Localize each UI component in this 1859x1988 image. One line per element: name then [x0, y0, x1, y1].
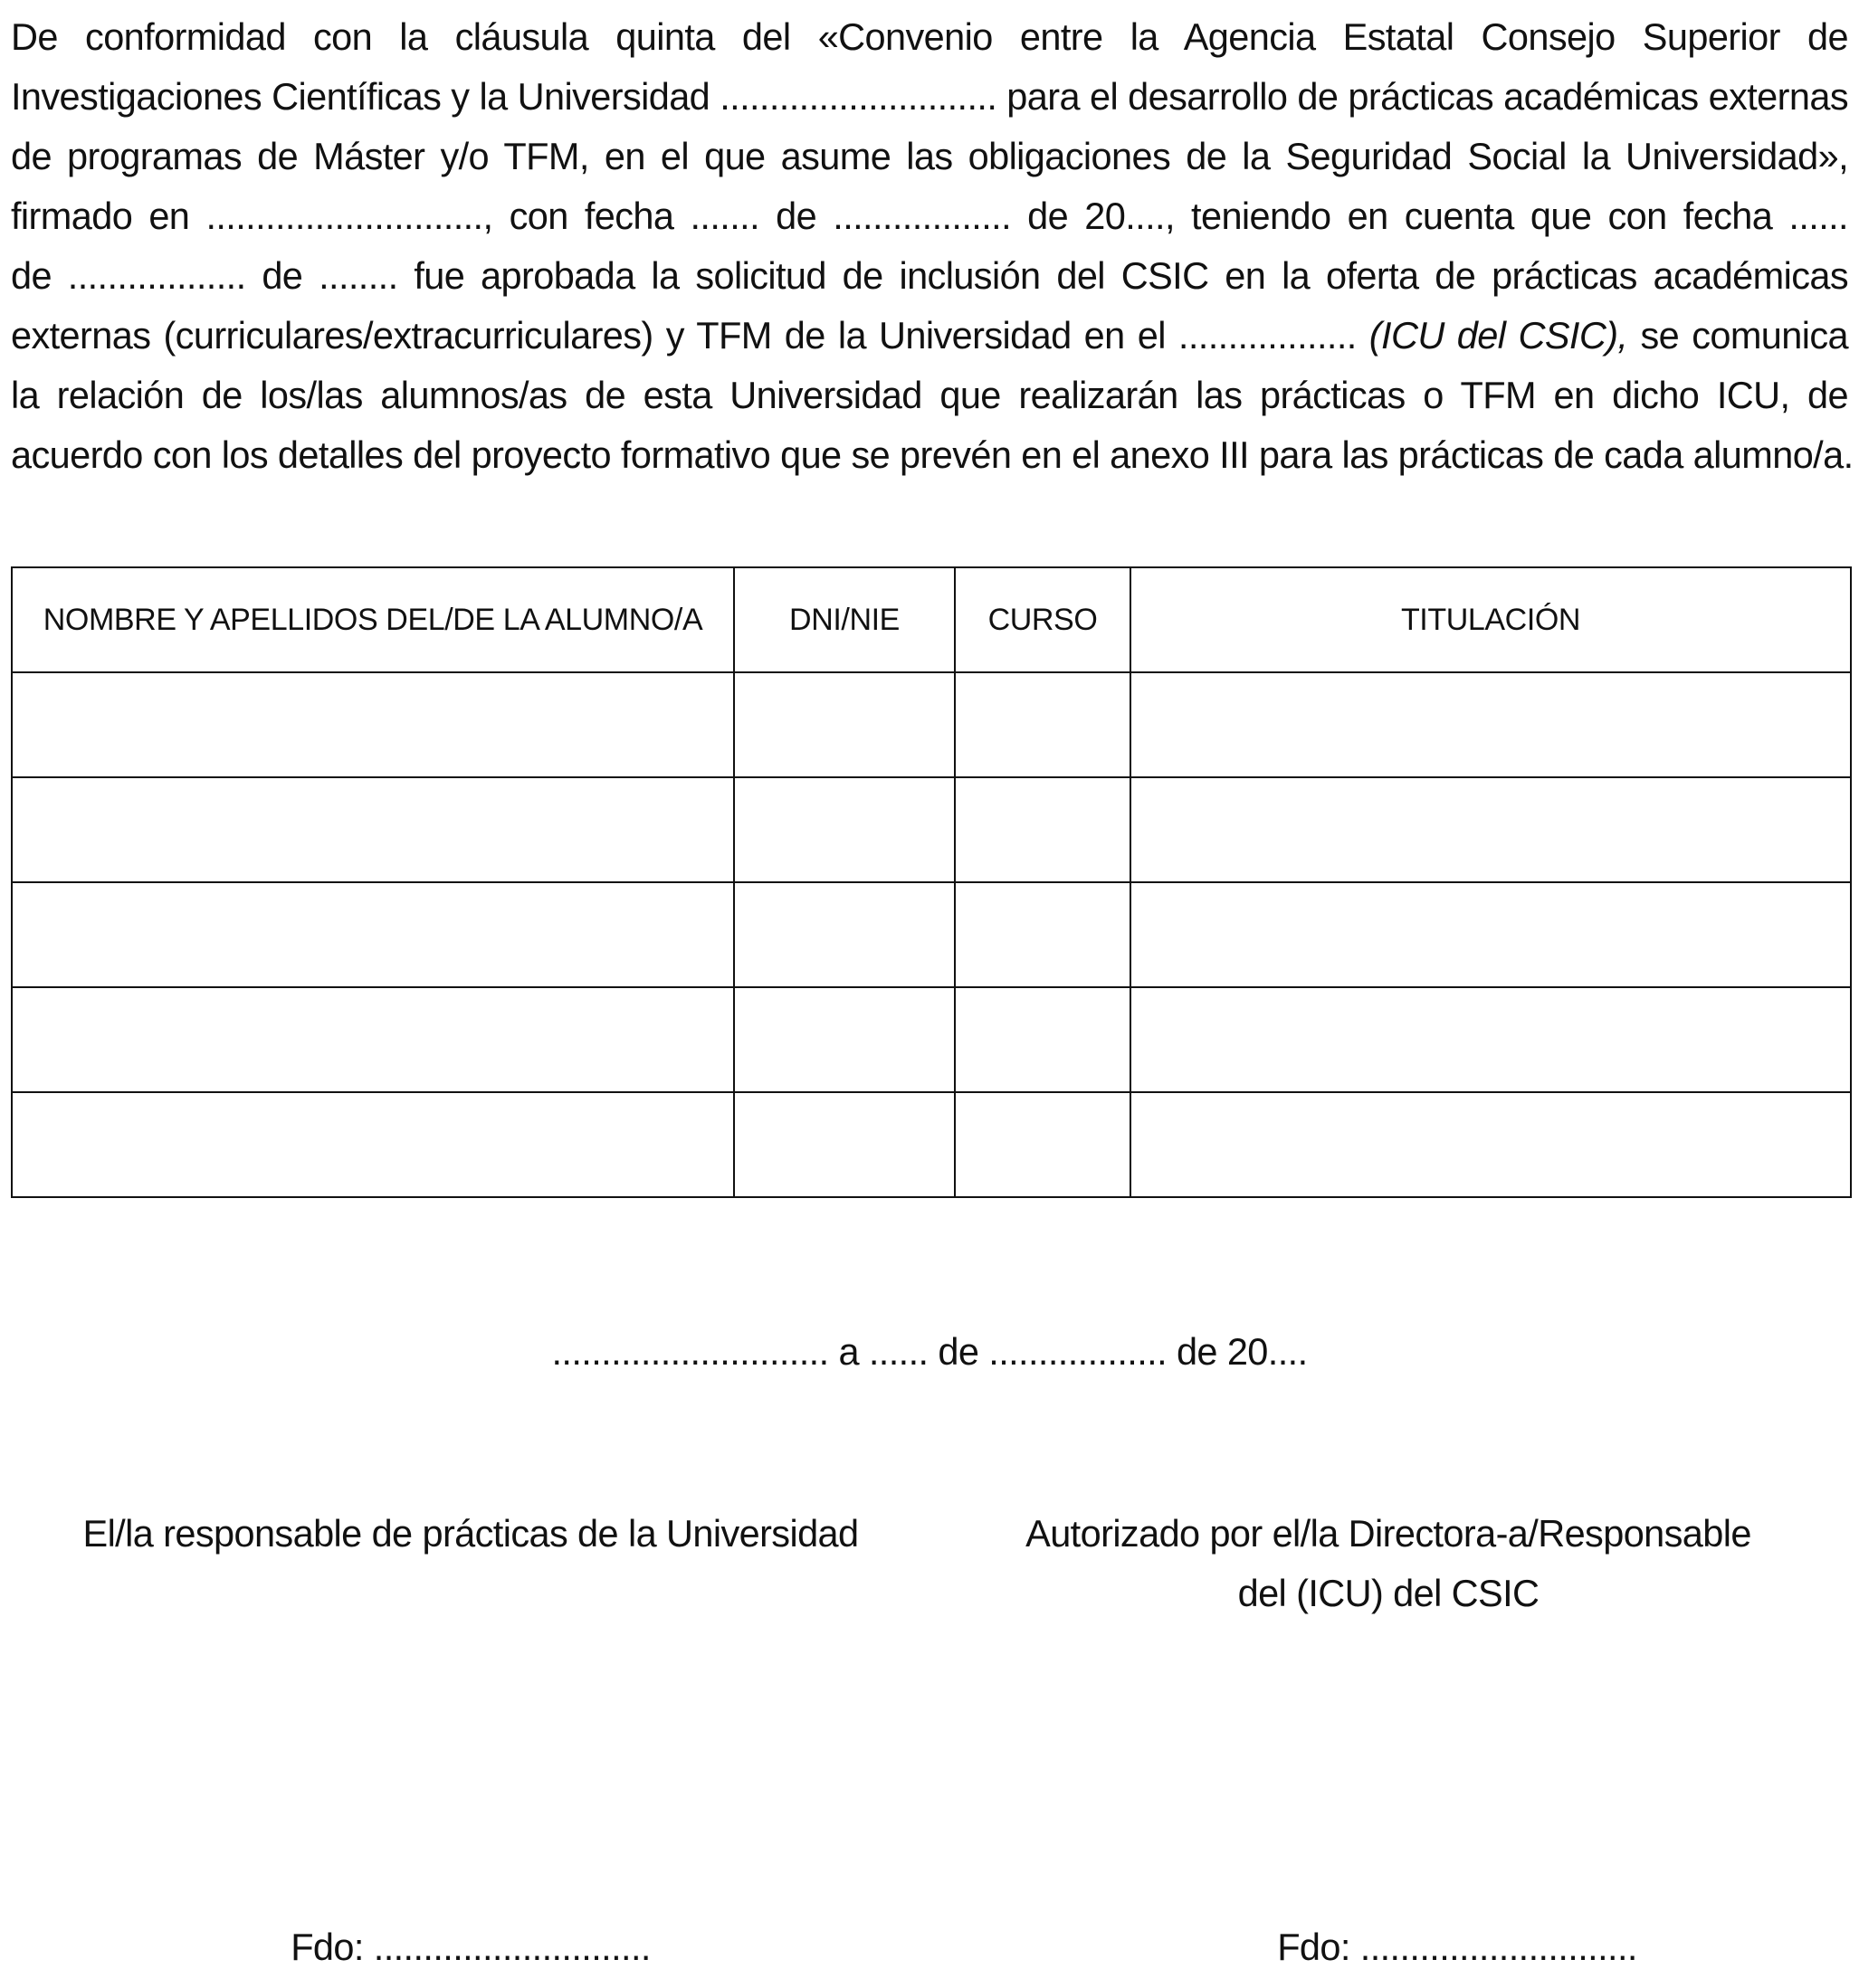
cell-name[interactable] — [12, 1092, 734, 1197]
table-row — [12, 777, 1851, 882]
cell-dni[interactable] — [734, 672, 955, 777]
csic-signature-line: Fdo: ............................ — [1277, 1926, 1637, 1968]
cell-dni[interactable] — [734, 777, 955, 882]
intro-line: acuerdo con los detalles del proyecto formativo que se prevén en el anexo III para las prácticas de cada alumno/a. — [11, 433, 1854, 476]
cell-name[interactable] — [12, 777, 734, 882]
table-row — [12, 987, 1851, 1092]
table-row — [12, 882, 1851, 987]
cell-curso[interactable] — [955, 777, 1130, 882]
intro-line-6-text: externas (curriculares/extracurriculares) y TFM de la Universidad en el .................. — [11, 314, 1357, 357]
cell-titulacion[interactable] — [1130, 1092, 1851, 1197]
intro-paragraph — [11, 7, 1854, 485]
cell-name[interactable] — [12, 987, 734, 1092]
column-header-curso: CURSO — [955, 567, 1130, 672]
column-header-dni: DNI/NIE — [734, 567, 955, 672]
place-date-line: ............................ a ...... de .................. de 20.... — [551, 1330, 1308, 1373]
csic-signatory-title — [959, 1504, 1817, 1623]
column-header-titulacion: TITULACIÓN — [1130, 567, 1851, 672]
cell-titulacion[interactable] — [1130, 777, 1851, 882]
cell-curso[interactable] — [955, 987, 1130, 1092]
intro-line-6 — [11, 306, 1848, 366]
intro-line: De conformidad con la cláusula quinta del «Convenio entre la Agencia Estatal Consejo Superior de — [11, 15, 1848, 58]
students-table — [11, 566, 1852, 1198]
cell-dni[interactable] — [734, 987, 955, 1092]
cell-curso[interactable] — [955, 672, 1130, 777]
intro-line-6-tail: se comunica — [1640, 314, 1849, 357]
intro-line: firmado en ............................, con fecha ....... de .................. de 20...., teniendo en cuenta que con fecha ...... — [11, 195, 1848, 237]
intro-line: de .................. de ........ fue aprobada la solicitud de inclusión del CSIC en la oferta de prácticas académicas — [11, 254, 1848, 297]
university-signatory-title: El/la responsable de prácticas de la Universidad — [82, 1512, 859, 1555]
cell-titulacion[interactable] — [1130, 882, 1851, 987]
intro-line: la relación de los/las alumnos/as de esta Universidad que realizarán las prácticas o TFM en dicho ICU, de — [11, 374, 1848, 416]
cell-name[interactable] — [12, 882, 734, 987]
table-header-row — [12, 567, 1851, 672]
table-row — [12, 672, 1851, 777]
cell-titulacion[interactable] — [1130, 672, 1851, 777]
cell-titulacion[interactable] — [1130, 987, 1851, 1092]
table-row — [12, 1092, 1851, 1197]
cell-dni[interactable] — [734, 1092, 955, 1197]
intro-line: Investigaciones Científicas y la Universidad ............................ para el desarrollo de prácticas académicas externas — [11, 75, 1848, 118]
column-header-name: NOMBRE Y APELLIDOS DEL/DE LA ALUMNO/A — [12, 567, 734, 672]
cell-dni[interactable] — [734, 882, 955, 987]
icu-italic-text: (ICU del CSIC), — [1368, 314, 1628, 357]
cell-curso[interactable] — [955, 882, 1130, 987]
csic-signatory-line-2: del (ICU) del CSIC — [1237, 1572, 1540, 1614]
cell-curso[interactable] — [955, 1092, 1130, 1197]
intro-line: de programas de Máster y/o TFM, en el que asume las obligaciones de la Seguridad Social la Universidad», — [11, 135, 1848, 177]
university-signature-line: Fdo: ............................ — [291, 1926, 651, 1968]
cell-name[interactable] — [12, 672, 734, 777]
csic-signatory-line-1: Autorizado por el/la Directora-a/Responsable — [1025, 1512, 1751, 1555]
